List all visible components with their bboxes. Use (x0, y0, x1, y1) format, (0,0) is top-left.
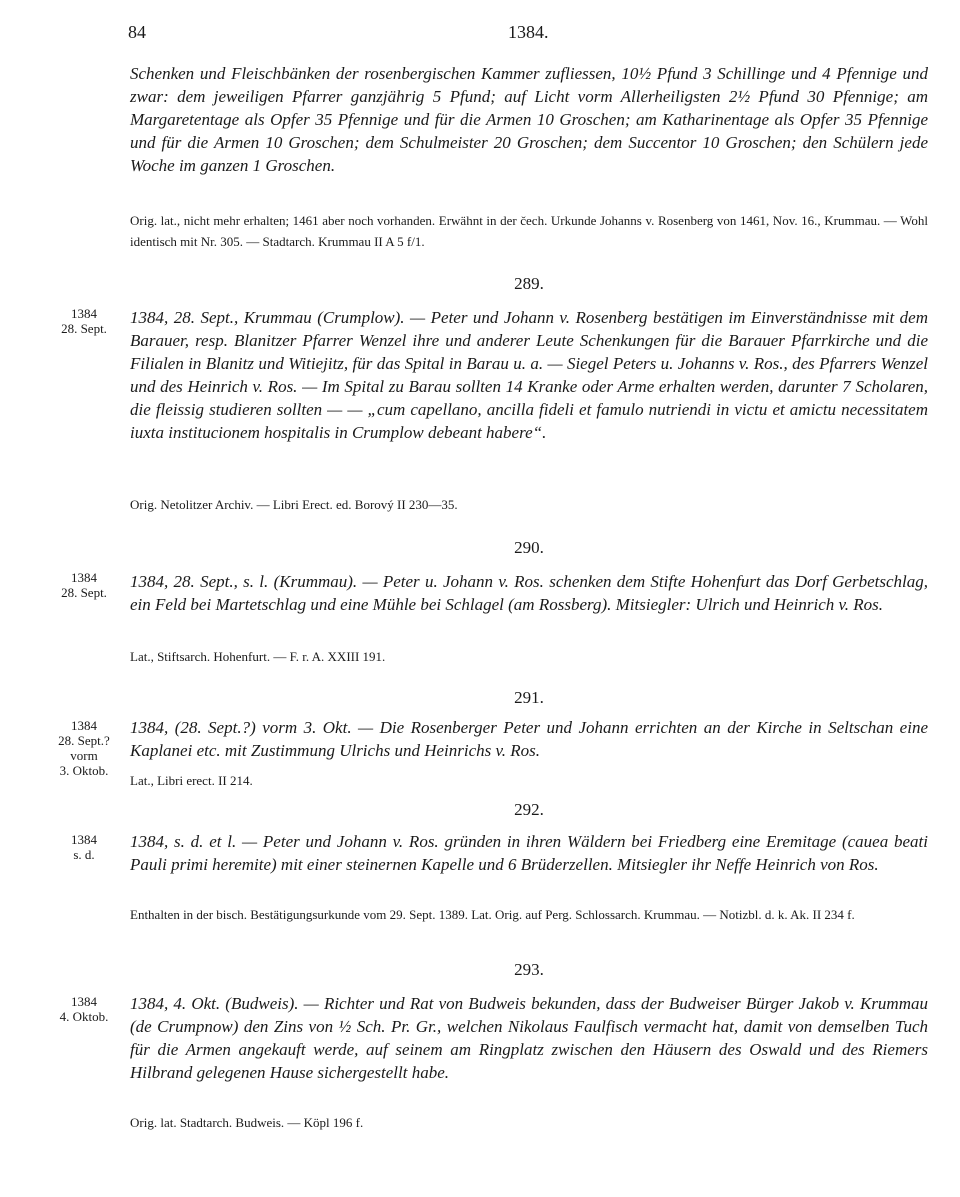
margin-vorm: vorm (70, 748, 98, 763)
intro-note: Orig. lat., nicht mehr erhalten; 1461 aber noch vorhanden. Erwähnt in der čech. Urkunde Johanns v. Rosenberg von 1461, Nov. 16., Krummau. — Wohl identisch mit Nr. 305. — Stadtarch. Krummau II A 5 f/1. (130, 213, 928, 249)
entry-293-note: Orig. lat. Stadtarch. Budweis. — Köpl 196 f. (130, 1115, 364, 1130)
entry-291-note: Lat., Libri erect. II 214. (130, 773, 253, 788)
entry-291-text: 1384, (28. Sept.?) vorm 3. Okt. — Die Rosenberger Peter und Johann errichten an der Kirche in Seltschan eine Kaplanei etc. mit Zustimmung Ulrichs und Heinrichs v. Ros. (130, 718, 928, 760)
margin-day: 4. Oktob. (59, 1009, 109, 1024)
margin-year: 1384 (71, 832, 97, 847)
entry-290-number: 290. (514, 538, 544, 557)
entry-293-text: 1384, 4. Okt. (Budweis). — Richter und Rat von Budweis bekunden, dass der Budweiser Bürger Jakob v. Krummau (de Crumpnow) den Zins von ½ Sch. Pr. Gr., welchen Nikolaus Faulfisch vermacht hat, damit von demselben Tuch für die Armen angekauft werde, auf seinem am Ringplatz zwischen den Häusern des Oswald und des Riemers Hilbrand gelegenen Hause sichergestellt habe. (130, 994, 928, 1082)
entry-292-margin-date (44, 832, 124, 862)
page-number: 84 (128, 22, 146, 42)
margin-day: 28. Sept. (61, 321, 107, 336)
entry-289-note: Orig. Netolitzer Archiv. — Libri Erect. ed. Borový II 230—35. (130, 497, 458, 512)
margin-day: 28. Sept.? (58, 733, 110, 748)
entry-292-note: Enthalten in der bisch. Bestätigungsurkunde vom 29. Sept. 1389. Lat. Orig. auf Perg. Schlossarch. Krummau. — Notizbl. d. k. Ak. II 234 f. (130, 907, 855, 922)
entry-290-note: Lat., Stiftsarch. Hohenfurt. — F. r. A. XXIII 191. (130, 649, 386, 664)
margin-year: 1384 (71, 994, 97, 1009)
running-year: 1384. (508, 22, 549, 42)
intro-text: Schenken und Fleischbänken der rosenbergischen Kammer zufliessen, 10½ Pfund 3 Schillinge und 4 Pfennige und zwar: dem jeweiligen Pfarrer ganzjährig 5 Pfund; auf Licht vorm Allerheiligsten 2½ Pfund 30 Pfennige; am Margaretentage als Opfer 35 Pfennige und für die Armen 10 Groschen; am Katharinentage als Opfer 35 Pfennige und für die Armen 10 Groschen; dem Schulmeister 20 Groschen; dem Succentor 10 Groschen; den Schülern jede Woche im ganzen 1 Groschen. (130, 64, 928, 175)
margin-year: 1384 (71, 306, 97, 321)
margin-day-2: 3. Oktob. (59, 763, 109, 778)
margin-day: 28. Sept. (61, 585, 107, 600)
entry-289-number: 289. (514, 274, 544, 293)
entry-291-margin-date (44, 718, 124, 778)
entry-293-number: 293. (514, 960, 544, 979)
entry-292-number: 292. (514, 800, 544, 819)
entry-289-margin-date (44, 306, 124, 336)
entry-292-text: 1384, s. d. et l. — Peter und Johann v. Ros. gründen in ihren Wäldern bei Friedberg eine Eremitage (cauea beati Pauli primi heremite) mit einer steinernen Kapelle und 6 Brüderzellen. Mitsiegler ihr Neffe Heinrich von Ros. (130, 832, 928, 874)
entry-290-margin-date (44, 570, 124, 600)
margin-year: 1384 (71, 570, 97, 585)
margin-day: s. d. (73, 847, 95, 862)
page-header (128, 22, 928, 52)
entry-293-margin-date (44, 994, 124, 1024)
entry-290-text: 1384, 28. Sept., s. l. (Krummau). — Peter u. Johann v. Ros. schenken dem Stifte Hohenfurt das Dorf Gerbetschlag, ein Feld bei Martetschlag und eine Mühle bei Schlagel (am Rossberg). Mitsiegler: Ulrich und Heinrich v. Ros. (130, 572, 928, 614)
entry-289-text: 1384, 28. Sept., Krummau (Crumplow). — Peter und Johann v. Rosenberg bestätigen im Einverständnisse mit dem Barauer, resp. Blanitzer Pfarrer Wenzel ihre und anderer Leute Schenkungen für die Barauer Pfarrkirche und die Filialen in Blanitz und Witiejitz, für das Spital in Barau u. a. — Siegel Peters u. Johanns v. Ros., des Pfarrers Wenzel und des Heinrich v. Ros. — Im Spital zu Barau sollten 14 Kranke oder Arme erhalten werden, darunter 7 Scholaren, die fleissig studieren sollten — — „cum capellano, ancilla fideli et famulo nutriendi in victu et amictu necessitatem iuxta institucionem hospitalis in Crumplow debeant habere“. (130, 308, 928, 442)
entry-291-number: 291. (514, 688, 544, 707)
margin-year: 1384 (71, 718, 97, 733)
